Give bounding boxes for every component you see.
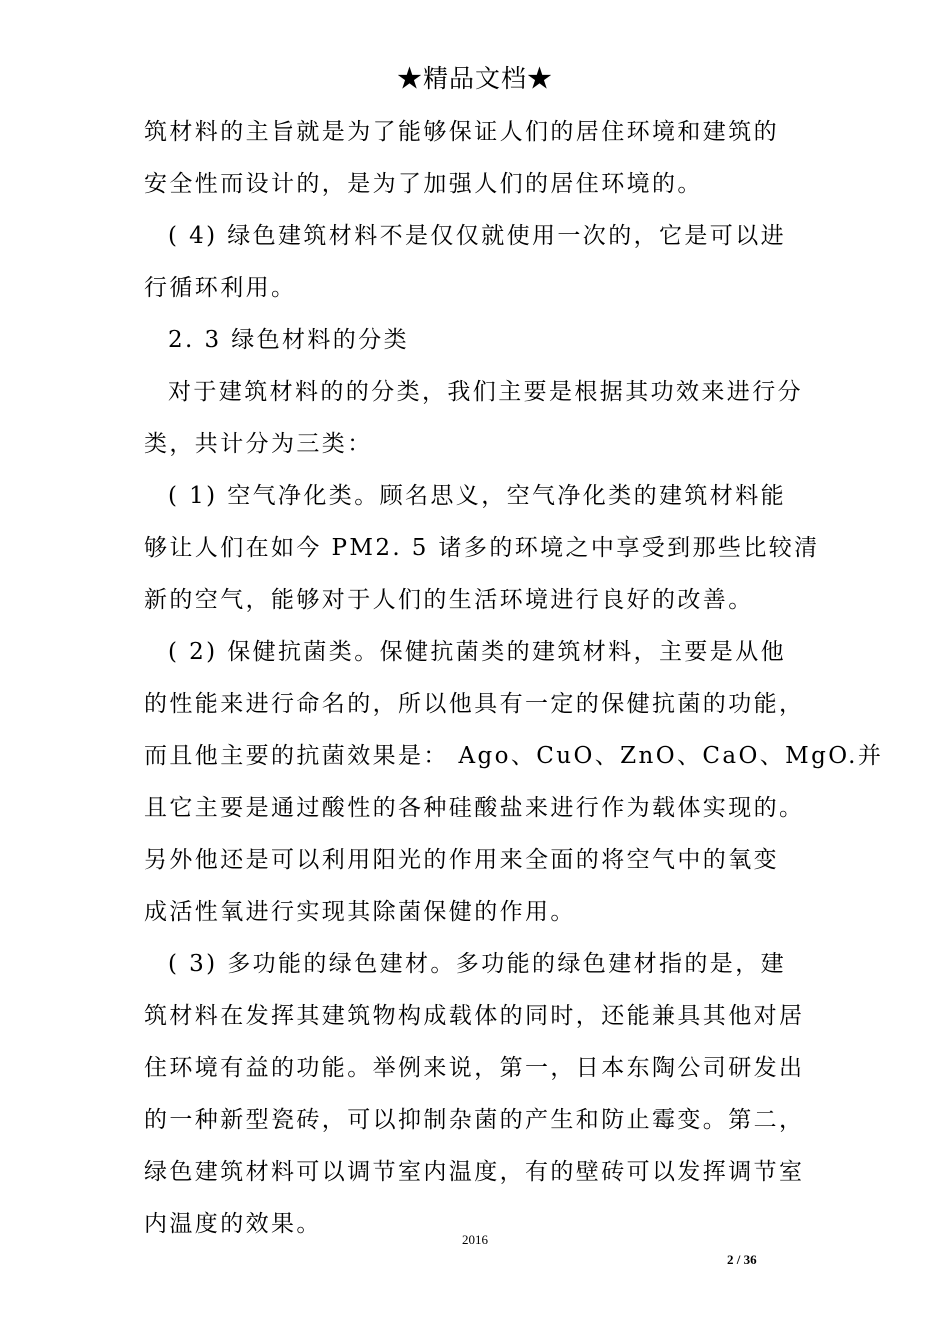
text-line: ( 1) 空气净化类。顾名思义，空气净化类的建筑材料能	[168, 483, 787, 509]
text-line: 行循环利用。	[144, 275, 297, 301]
text-line: 住环境有益的功能。举例来说，第一，日本东陶公司研发出	[144, 1055, 805, 1081]
text-line: 绿色建筑材料可以调节室内温度，有的壁砖可以发挥调节室	[144, 1159, 805, 1185]
text-line: 新的空气，能够对于人们的生活环境进行良好的改善。	[144, 587, 754, 613]
text-line: 且它主要是通过酸性的各种硅酸盐来进行作为载体实现的。	[144, 795, 805, 821]
text-line: 筑材料的主旨就是为了能够保证人们的居住环境和建筑的	[144, 119, 779, 145]
text-line: 对于建筑材料的的分类，我们主要是根据其功效来进行分	[168, 379, 803, 405]
text-line: ( 3) 多功能的绿色建材。多功能的绿色建材指的是，建	[168, 951, 787, 977]
page-header-title: ★精品文档★	[396, 64, 553, 93]
text-line: 成活性氧进行实现其除菌保健的作用。	[144, 899, 576, 925]
text-line: 的一种新型瓷砖，可以抑制杂菌的产生和防止霉变。第二，	[144, 1107, 805, 1133]
text-line: 够让人们在如今 PM2. 5 诸多的环境之中享受到那些比较清	[144, 535, 820, 561]
text-line: ( 4) 绿色建筑材料不是仅仅就使用一次的，它是可以进	[168, 223, 787, 249]
footer-year: 2016	[462, 1232, 488, 1247]
text-line: 另外他还是可以利用阳光的作用来全面的将空气中的氧变	[144, 847, 779, 873]
text-line: 而且他主要的抗菌效果是： Ago、CuO、ZnO、CaO、MgO.并	[144, 743, 884, 769]
section-heading: 2. 3 绿色材料的分类	[168, 327, 409, 353]
text-line: ( 2) 保健抗菌类。保健抗菌类的建筑材料，主要是从他	[168, 639, 787, 665]
text-line: 安全性而设计的，是为了加强人们的居住环境的。	[144, 171, 703, 197]
text-line: 筑材料在发挥其建筑物构成载体的同时，还能兼具其他对居	[144, 1003, 805, 1029]
text-line: 类，共计分为三类：	[144, 431, 373, 457]
page-number: 2 / 36	[727, 1252, 757, 1267]
text-line: 内温度的效果。	[144, 1211, 322, 1237]
document-body	[144, 106, 884, 1250]
text-line: 的性能来进行命名的，所以他具有一定的保健抗菌的功能，	[144, 691, 805, 717]
